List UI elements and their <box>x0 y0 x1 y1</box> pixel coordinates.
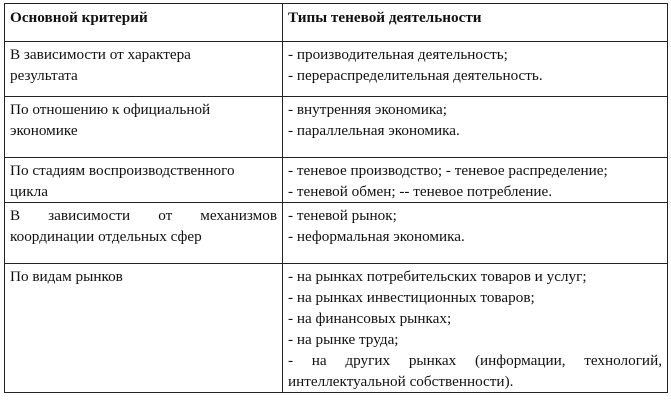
criterion-line: координации отдельных сфер <box>10 228 202 245</box>
types-cell <box>283 97 668 158</box>
table-row <box>5 264 668 393</box>
criterion-line: По стадиям воспроизводственного <box>10 162 235 179</box>
type-item: - теневое производство; - теневое распределение; <box>288 162 608 179</box>
type-item: - на рынках потребительских товаров и услуг; <box>288 268 587 285</box>
header-criterion: Основной критерий <box>5 4 283 42</box>
criterion-line: цикла <box>10 183 48 200</box>
table-row <box>5 158 668 203</box>
header-types: Типы теневой деятельности <box>283 4 668 42</box>
table-row <box>5 203 668 264</box>
criterion-cell <box>5 264 283 393</box>
table-header-row <box>5 4 668 42</box>
type-item: - теневой рынок; <box>288 207 397 224</box>
type-item: - неформальная экономика. <box>288 228 465 245</box>
type-item: интеллектуальной собственности). <box>288 373 514 390</box>
criterion-line: В зависимости от механизмов <box>10 207 277 224</box>
type-item: - на финансовых рынках; <box>288 310 452 327</box>
type-item: - на рынке труда; <box>288 331 399 348</box>
criterion-line: По видам рынков <box>10 268 123 285</box>
type-item: - теневой обмен; -- теневое потребление. <box>288 183 553 200</box>
criterion-line: результата <box>10 67 78 84</box>
types-cell <box>283 158 668 203</box>
table-row <box>5 42 668 97</box>
type-item: - производительная деятельность; <box>288 46 508 63</box>
types-cell <box>283 203 668 264</box>
criterion-cell <box>5 203 283 264</box>
type-item: - параллельная экономика. <box>288 122 460 139</box>
criterion-line: экономике <box>10 122 78 139</box>
types-cell <box>283 264 668 393</box>
types-cell <box>283 42 668 97</box>
criterion-line: В зависимости от характера <box>10 46 191 63</box>
classification-table-container <box>4 3 667 416</box>
shadow-economy-classification-table <box>4 3 668 393</box>
type-item: - на других рынках (информации, технологий, <box>288 352 662 369</box>
criterion-cell <box>5 158 283 203</box>
type-item: - на рынках инвестиционных товаров; <box>288 289 535 306</box>
criterion-cell <box>5 97 283 158</box>
criterion-line: По отношению к официальной <box>10 101 211 118</box>
criterion-cell <box>5 42 283 97</box>
type-item: - перераспределительная деятельность. <box>288 67 543 84</box>
type-item: - внутренняя экономика; <box>288 101 447 118</box>
table-row <box>5 97 668 158</box>
